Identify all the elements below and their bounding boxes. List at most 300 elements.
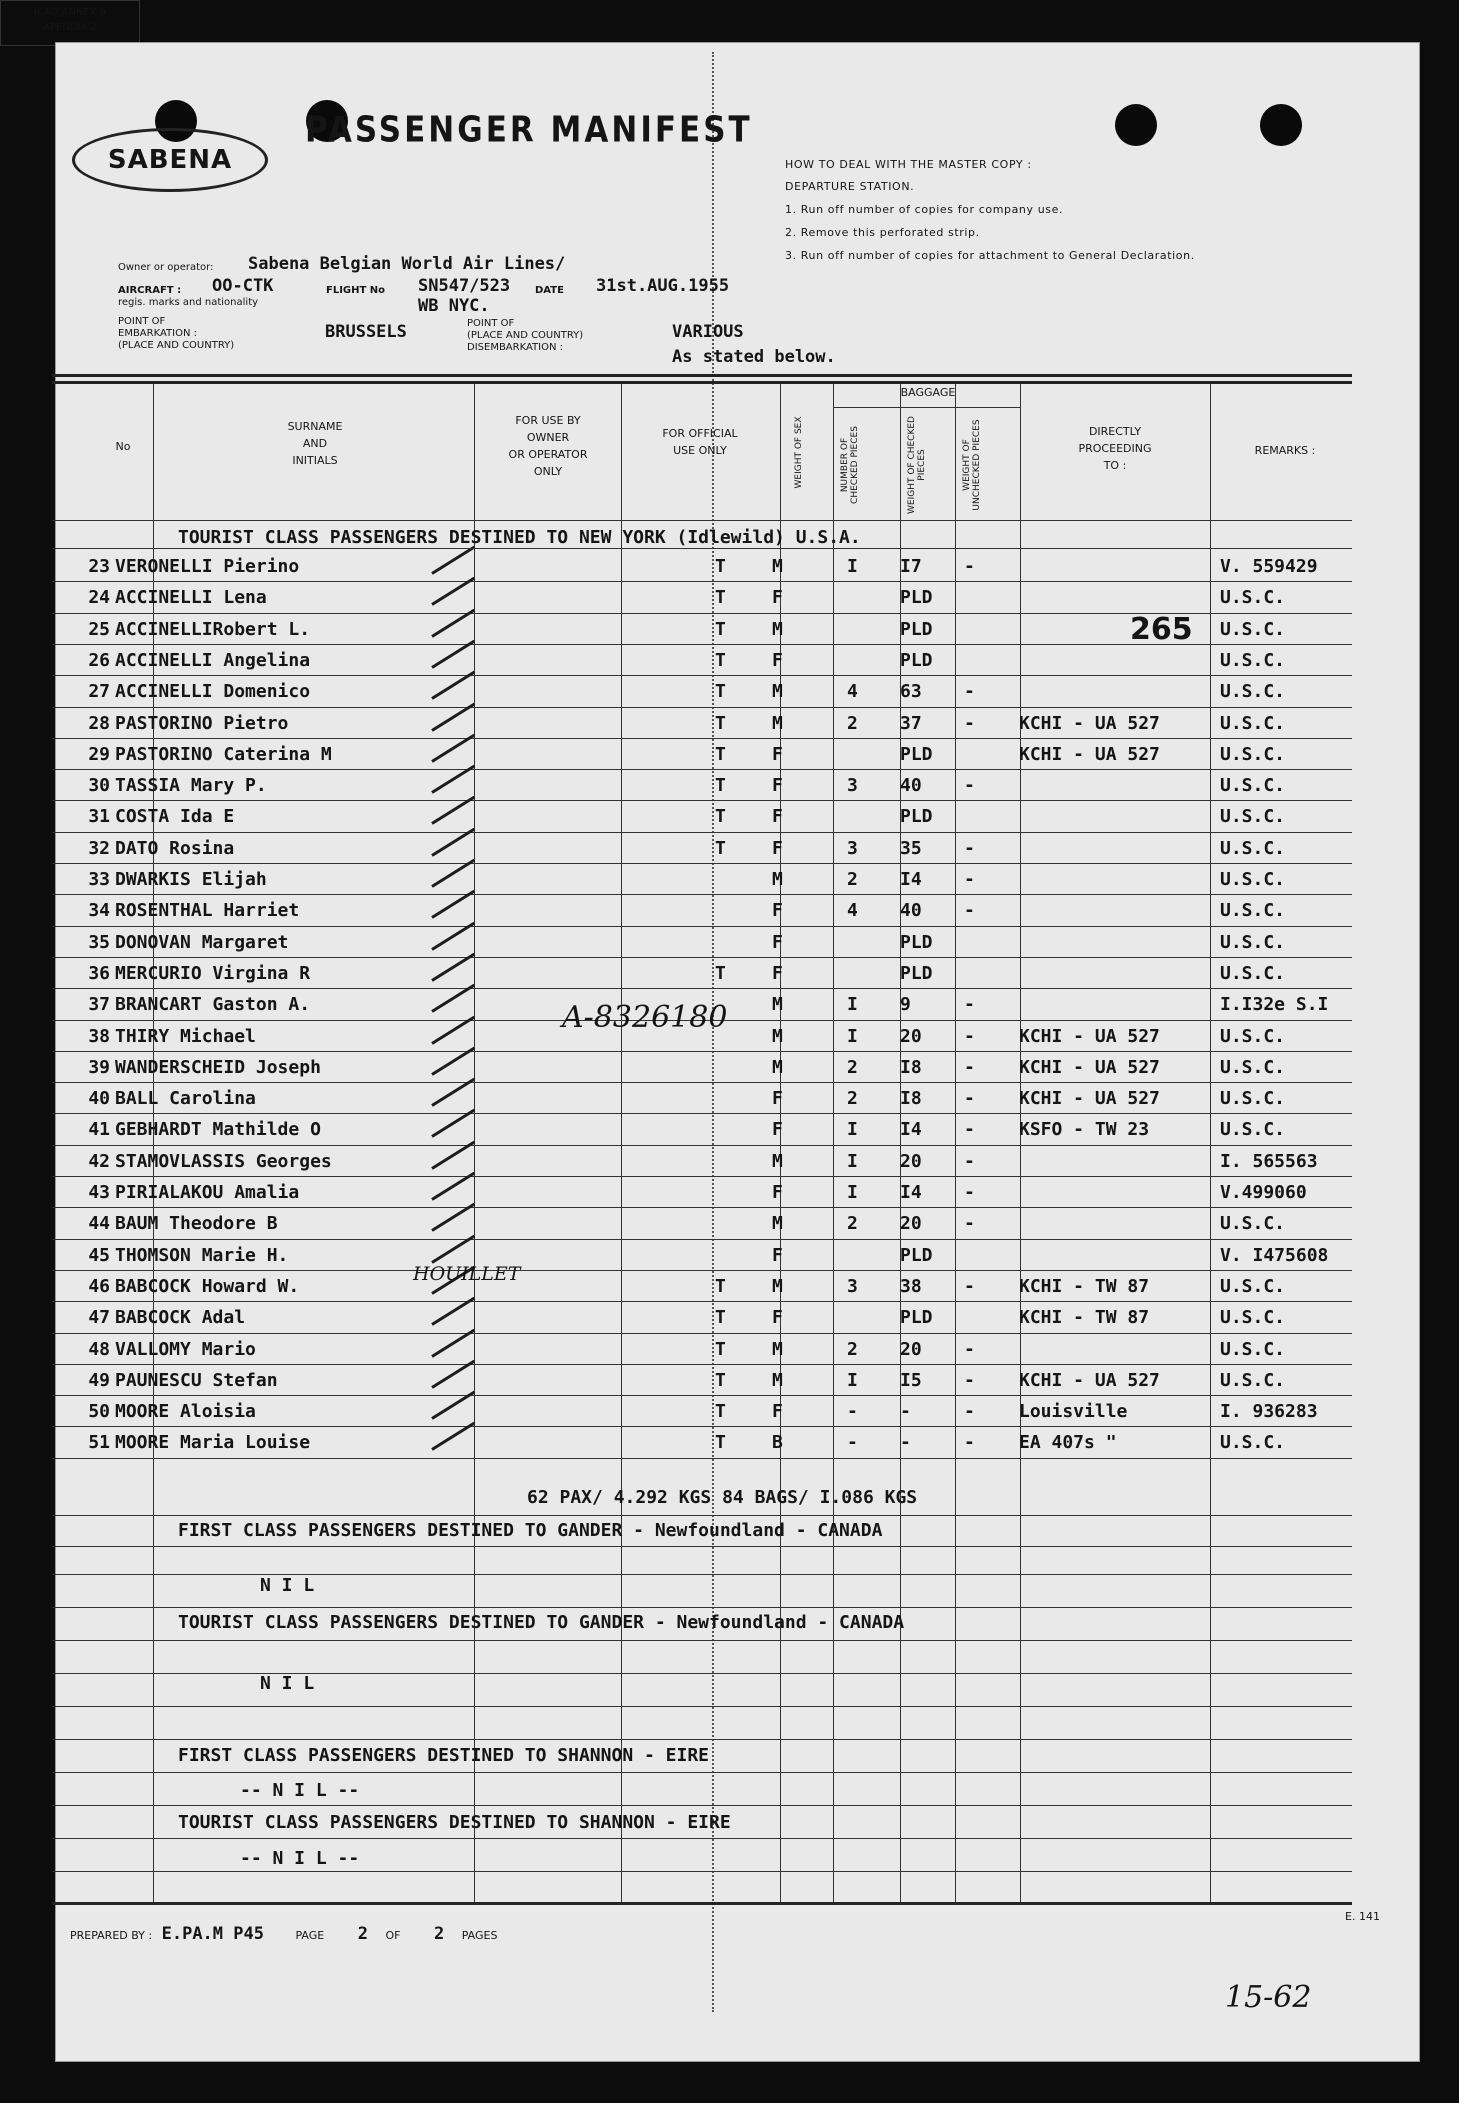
cell-sex: M xyxy=(772,618,783,640)
cell-name: DATO Rosina xyxy=(115,837,235,859)
cell-t: T xyxy=(715,1432,726,1454)
cell-rem: V.499060 xyxy=(1220,1182,1307,1203)
cell-dir: KCHI - TW 87 xyxy=(1019,1275,1150,1297)
cell-no: 25 xyxy=(88,618,110,640)
cell-wt: 37 xyxy=(900,712,922,734)
cell-wt: I7 xyxy=(900,556,922,577)
cell-sex: F xyxy=(772,1401,783,1423)
disembark-value-2: As stated below. xyxy=(672,347,836,367)
col-checked-pieces: NUMBER OF CHECKED PIECES xyxy=(840,426,860,504)
form-code: E. 141 xyxy=(1345,1910,1380,1923)
row-rule xyxy=(52,1805,1352,1806)
table-row xyxy=(52,957,1352,988)
cell-name: MOORE Maria Louise xyxy=(115,1432,311,1454)
cell-sex: F xyxy=(772,1088,783,1110)
embark-value: BRUSSELS xyxy=(325,322,407,342)
cell-unck: - xyxy=(964,556,975,577)
cell-pcs: I xyxy=(847,556,858,577)
disembark-label: (PLACE AND COUNTRY) xyxy=(467,330,584,341)
table-row xyxy=(52,863,1352,894)
instructions-title: HOW TO DEAL WITH THE MASTER COPY : xyxy=(785,158,1032,171)
col-unchecked-weight: WEIGHT OF UNCHECKED PIECES xyxy=(962,419,982,511)
cell-t: T xyxy=(715,618,726,640)
section-title: TOURIST CLASS PASSENGERS DESTINED TO NEW YORK (Idlewild) U.S.A. xyxy=(178,527,861,548)
cell-dir: Louisville xyxy=(1019,1401,1128,1423)
page-label: PAGE xyxy=(295,1929,325,1942)
row-rule xyxy=(52,1458,1352,1459)
col-weight-of-sex: WEIGHT OF SEX xyxy=(794,416,804,489)
aircraft-value: OO-CTK xyxy=(212,276,274,296)
cell-no: 31 xyxy=(88,806,110,828)
col-surname: SURNAME AND INITIALS xyxy=(287,420,343,467)
handwritten-page-ref: 15-62 xyxy=(1225,1980,1312,2015)
cell-no: 38 xyxy=(88,1025,110,1047)
cell-no: 33 xyxy=(88,869,110,890)
cell-wt: PLD xyxy=(900,587,933,609)
cell-name: THOMSON Marie H. xyxy=(115,1244,289,1266)
cell-rem: U.S.C. xyxy=(1220,1213,1286,1235)
cell-sex: F xyxy=(772,775,783,797)
cell-rem: U.S.C. xyxy=(1220,1056,1286,1078)
cell-dir: KCHI - UA 527 xyxy=(1019,1088,1160,1110)
embark-label: (PLACE AND COUNTRY) xyxy=(118,340,235,351)
cell-wt: 20 xyxy=(900,1213,922,1235)
table-row xyxy=(52,926,1352,957)
cell-t: T xyxy=(715,681,726,703)
cell-wt: PLD xyxy=(900,649,933,671)
cell-sex: M xyxy=(772,712,783,734)
cell-no: 49 xyxy=(88,1369,110,1391)
baggage-rule xyxy=(833,407,1020,408)
cell-rem: U.S.C. xyxy=(1220,869,1286,890)
cell-sex: F xyxy=(772,649,783,671)
of-label: OF xyxy=(385,1929,401,1942)
cell-dir: KCHI - UA 527 xyxy=(1019,1369,1160,1391)
cell-name: ACCINELLI Angelina xyxy=(115,649,311,671)
cell-sex: M xyxy=(772,1369,783,1391)
cell-rem: U.S.C. xyxy=(1220,806,1286,828)
cell-name: BAUM Theodore B xyxy=(115,1213,278,1235)
row-rule xyxy=(52,1607,1352,1608)
cell-name: BRANCART Gaston A. xyxy=(115,994,311,1016)
table-top-rule xyxy=(52,374,1352,377)
cell-no: 34 xyxy=(88,900,110,922)
cell-unck: - xyxy=(964,900,975,922)
table-row xyxy=(52,1301,1352,1332)
cell-t: T xyxy=(715,1338,726,1360)
cell-sex: F xyxy=(772,837,783,859)
cell-no: 26 xyxy=(88,649,110,671)
cell-name: MOORE Aloisia xyxy=(115,1401,256,1423)
embark-label: EMBARKATION : xyxy=(118,328,197,339)
cell-pcs: I xyxy=(847,1182,858,1203)
cell-rem: U.S.C. xyxy=(1220,1275,1286,1297)
cell-no: 27 xyxy=(88,681,110,703)
cell-rem: U.S.C. xyxy=(1220,712,1286,734)
cell-wt: 35 xyxy=(900,837,922,859)
col-remarks: REMARKS : xyxy=(1254,444,1316,457)
cell-t: T xyxy=(715,962,726,984)
cell-sex: F xyxy=(772,962,783,984)
cell-sex: F xyxy=(772,587,783,609)
punch-hole xyxy=(1115,104,1157,146)
table-row xyxy=(52,1364,1352,1395)
cell-rem: U.S.C. xyxy=(1220,587,1286,609)
cell-no: 23 xyxy=(88,556,110,577)
handwritten-note: HOUILLET xyxy=(413,1263,521,1285)
cell-rem: U.S.C. xyxy=(1220,681,1286,703)
cell-pcs: I xyxy=(847,1025,858,1047)
cell-name: PAUNESCU Stefan xyxy=(115,1369,278,1391)
cell-rem: U.S.C. xyxy=(1220,1369,1286,1391)
cell-t: T xyxy=(715,712,726,734)
cell-unck: - xyxy=(964,1150,975,1172)
cell-t: T xyxy=(715,743,726,765)
cell-pcs: 2 xyxy=(847,1338,858,1360)
cell-rem: U.S.C. xyxy=(1220,1432,1286,1454)
cell-sex: M xyxy=(772,1025,783,1047)
cell-wt: 9 xyxy=(900,994,911,1016)
row-rule xyxy=(52,1706,1352,1707)
section-title: FIRST CLASS PASSENGERS DESTINED TO GANDER - Newfoundland - CANADA xyxy=(178,1520,883,1541)
cell-dir: KCHI - UA 527 xyxy=(1019,1025,1160,1047)
cell-name: ACCINELLI Domenico xyxy=(115,681,311,703)
cell-unck: - xyxy=(964,1182,975,1203)
cell-rem: U.S.C. xyxy=(1220,931,1286,953)
cell-no: 47 xyxy=(88,1307,110,1329)
of-value: 2 xyxy=(433,1924,445,1944)
cell-unck: - xyxy=(964,1401,975,1423)
cell-wt: 20 xyxy=(900,1338,922,1360)
cell-wt: 38 xyxy=(900,1275,922,1297)
cell-name: BALL Carolina xyxy=(115,1088,256,1110)
row-rule xyxy=(52,1515,1352,1516)
page-title: PASSENGER MANIFEST xyxy=(305,109,753,151)
cell-sex: B xyxy=(772,1432,783,1454)
cell-t: T xyxy=(715,1369,726,1391)
cell-sex: F xyxy=(772,1182,783,1203)
cell-unck: - xyxy=(964,1213,975,1235)
cell-unck: - xyxy=(964,837,975,859)
owner-label: Owner or operator: xyxy=(118,262,214,273)
cell-no: 44 xyxy=(88,1213,110,1235)
cell-pcs: 3 xyxy=(847,775,858,797)
cell-no: 51 xyxy=(88,1432,110,1454)
cell-t: T xyxy=(715,649,726,671)
cell-sex: M xyxy=(772,994,783,1016)
row-rule xyxy=(52,1546,1352,1547)
icao-box xyxy=(0,0,140,46)
cell-wt: I8 xyxy=(900,1056,922,1078)
punch-hole xyxy=(1260,104,1302,146)
row-rule xyxy=(52,1640,1352,1641)
cell-no: 28 xyxy=(88,712,110,734)
cell-no: 43 xyxy=(88,1182,110,1203)
icao-line: APENDIX 2 xyxy=(43,22,97,33)
table-row xyxy=(52,550,1352,581)
cell-name: TASSIA Mary P. xyxy=(115,775,267,797)
table-row xyxy=(52,1176,1352,1207)
cell-rem: V. 559429 xyxy=(1220,556,1318,577)
nil-marker: N I L xyxy=(260,1673,315,1694)
cell-wt: - xyxy=(900,1401,911,1423)
flight-label: FLIGHT No xyxy=(326,285,386,296)
disembark-label: POINT OF xyxy=(467,318,515,329)
cell-rem: U.S.C. xyxy=(1220,962,1286,984)
table-row xyxy=(52,1082,1352,1113)
table-row xyxy=(52,769,1352,800)
date-value: 31st.AUG.1955 xyxy=(596,276,730,296)
table-bottom-rule xyxy=(52,1902,1352,1905)
table-row xyxy=(52,1113,1352,1144)
date-label: DATE xyxy=(535,285,564,296)
cell-no: 50 xyxy=(88,1401,110,1423)
cell-pcs: 2 xyxy=(847,1213,858,1235)
cell-sex: M xyxy=(772,869,783,890)
instruction-2: 2. Remove this perforated strip. xyxy=(785,226,980,239)
instruction-3: 3. Run off number of copies for attachment to General Declaration. xyxy=(785,249,1195,262)
cell-name: WANDERSCHEID Joseph xyxy=(115,1056,321,1078)
cell-t: T xyxy=(715,806,726,828)
col-owner-use: FOR USE BY OWNER OR OPERATOR ONLY xyxy=(508,414,588,478)
cell-t: T xyxy=(715,1307,726,1329)
cell-unck: - xyxy=(964,1088,975,1110)
cell-no: 32 xyxy=(88,837,110,859)
table-row xyxy=(52,800,1352,831)
cell-dir: KCHI - UA 527 xyxy=(1019,712,1160,734)
nil-marker: -- N I L -- xyxy=(240,1780,360,1801)
cell-name: GEBHARDT Mathilde O xyxy=(115,1119,321,1141)
prepared-by xyxy=(70,1924,497,1944)
cell-wt: I5 xyxy=(900,1369,922,1391)
prepared-value: E.PA.M P45 xyxy=(161,1924,264,1944)
cell-wt: I4 xyxy=(900,1182,922,1203)
instruction-1: 1. Run off number of copies for company use. xyxy=(785,203,1064,216)
col-checked-weight: WEIGHT OF CHECKED PIECES xyxy=(907,416,927,515)
cell-wt: - xyxy=(900,1432,911,1454)
row-rule xyxy=(52,1871,1352,1872)
cell-dir: EA 407s " xyxy=(1019,1432,1117,1454)
cell-no: 37 xyxy=(88,994,110,1016)
cell-unck: - xyxy=(964,712,975,734)
cell-pcs: 4 xyxy=(847,681,858,703)
cell-pcs: I xyxy=(847,994,858,1016)
totals-line: 62 PAX/ 4.292 KGS 84 BAGS/ I.086 KGS xyxy=(527,1487,918,1508)
cell-rem: I.I32e S.I xyxy=(1220,994,1329,1016)
cell-wt: PLD xyxy=(900,1307,933,1329)
cell-name: PIRIALAKOU Amalia xyxy=(115,1182,300,1203)
cell-unck: - xyxy=(964,1056,975,1078)
cell-rem: U.S.C. xyxy=(1220,649,1286,671)
cell-rem: U.S.C. xyxy=(1220,1307,1286,1329)
cell-no: 46 xyxy=(88,1275,110,1297)
table-row xyxy=(52,1426,1352,1457)
nil-marker: N I L xyxy=(260,1575,315,1596)
cell-sex: M xyxy=(772,1275,783,1297)
cell-name: COSTA Ida E xyxy=(115,806,235,828)
col-no: No xyxy=(115,440,131,453)
table-top-rule xyxy=(52,381,1352,384)
sabena-logo xyxy=(72,128,268,192)
cell-name: MERCURIO Virgina R xyxy=(115,962,311,984)
cell-rem: U.S.C. xyxy=(1220,900,1286,922)
cell-sex: M xyxy=(772,556,783,577)
cell-sex: M xyxy=(772,1150,783,1172)
cell-t: T xyxy=(715,587,726,609)
cell-rem: U.S.C. xyxy=(1220,1338,1286,1360)
section-title: FIRST CLASS PASSENGERS DESTINED TO SHANNON - EIRE xyxy=(178,1745,710,1766)
cell-t: T xyxy=(715,1401,726,1423)
cell-unck: - xyxy=(964,1025,975,1047)
prepared-label: PREPARED BY : xyxy=(70,1929,153,1942)
cell-name: VERONELLI Pierino xyxy=(115,556,300,577)
handwritten-note: A-8326180 xyxy=(562,1000,728,1035)
cell-sex: F xyxy=(772,931,783,953)
cell-sex: F xyxy=(772,1119,783,1141)
table-row xyxy=(52,1333,1352,1364)
cell-t: T xyxy=(715,556,726,577)
cell-pcs: - xyxy=(847,1401,858,1423)
row-rule xyxy=(52,1673,1352,1674)
table-row xyxy=(52,738,1352,769)
disembark-value: VARIOUS xyxy=(672,322,744,342)
cell-no: 24 xyxy=(88,587,110,609)
cell-rem: U.S.C. xyxy=(1220,837,1286,859)
table-row xyxy=(52,644,1352,675)
cell-rem: I. 936283 xyxy=(1220,1401,1318,1423)
cell-no: 40 xyxy=(88,1088,110,1110)
instructions-sub: DEPARTURE STATION. xyxy=(785,180,915,193)
cell-no: 36 xyxy=(88,962,110,984)
table-row xyxy=(52,1145,1352,1176)
row-rule xyxy=(52,1838,1352,1839)
cell-pcs: 2 xyxy=(847,869,858,890)
cell-pcs: 3 xyxy=(847,837,858,859)
table-row xyxy=(52,581,1352,612)
disembark-label: DISEMBARKATION : xyxy=(467,342,563,353)
cell-sex: F xyxy=(772,1307,783,1329)
row-rule xyxy=(52,1739,1352,1740)
cell-pcs: 4 xyxy=(847,900,858,922)
cell-rem: V. I475608 xyxy=(1220,1244,1329,1266)
cell-pcs: 2 xyxy=(847,1056,858,1078)
cell-unck: - xyxy=(964,994,975,1016)
cell-pcs: 2 xyxy=(847,1088,858,1110)
cell-name: BABCOCK Howard W. xyxy=(115,1275,300,1297)
cell-wt: I8 xyxy=(900,1088,922,1110)
cell-unck: - xyxy=(964,1369,975,1391)
cell-unck: - xyxy=(964,1119,975,1141)
owner-value: Sabena Belgian World Air Lines/ xyxy=(248,254,566,274)
cell-pcs: I xyxy=(847,1369,858,1391)
col-baggage: BAGGAGE xyxy=(900,386,956,399)
cell-sex: M xyxy=(772,1213,783,1235)
embark-label: POINT OF xyxy=(118,316,166,327)
cell-wt: PLD xyxy=(900,743,933,765)
cell-pcs: I xyxy=(847,1150,858,1172)
table-row xyxy=(52,675,1352,706)
cell-dir: KCHI - UA 527 xyxy=(1019,743,1160,765)
cell-name: ROSENTHAL Harriet xyxy=(115,900,300,922)
cell-no: 39 xyxy=(88,1056,110,1078)
cell-name: BABCOCK Adal xyxy=(115,1307,246,1329)
cell-unck: - xyxy=(964,681,975,703)
cell-unck: - xyxy=(964,869,975,890)
row-rule xyxy=(52,1574,1352,1575)
cell-unck: - xyxy=(964,775,975,797)
cell-wt: I4 xyxy=(900,869,922,890)
cell-sex: M xyxy=(772,1056,783,1078)
table-row xyxy=(52,707,1352,738)
table-row xyxy=(52,1395,1352,1426)
cell-no: 45 xyxy=(88,1244,110,1266)
table-row xyxy=(52,894,1352,925)
cell-no: 48 xyxy=(88,1338,110,1360)
cell-t: T xyxy=(715,775,726,797)
cell-wt: 20 xyxy=(900,1150,922,1172)
cell-name: DONOVAN Margaret xyxy=(115,931,289,953)
row-rule xyxy=(52,1772,1352,1773)
cell-name: DWARKIS Elijah xyxy=(115,869,267,890)
nil-marker: -- N I L -- xyxy=(240,1848,360,1869)
cell-wt: PLD xyxy=(900,1244,933,1266)
cell-sex: M xyxy=(772,1338,783,1360)
cell-sex: F xyxy=(772,900,783,922)
cell-rem: U.S.C. xyxy=(1220,743,1286,765)
row-rule xyxy=(52,548,1352,549)
table-row xyxy=(52,1239,1352,1270)
cell-pcs: 2 xyxy=(847,712,858,734)
aircraft-label: AIRCRAFT : xyxy=(118,285,182,296)
cell-t: T xyxy=(715,1275,726,1297)
logo-text: SABENA xyxy=(107,145,233,175)
cell-rem: U.S.C. xyxy=(1220,618,1286,640)
cell-rem: U.S.C. xyxy=(1220,775,1286,797)
regis-label: regis. marks and nationality xyxy=(118,297,259,308)
col-directly: DIRECTLY PROCEEDING TO : xyxy=(1078,425,1152,472)
cell-rem: U.S.C. xyxy=(1220,1119,1286,1141)
table-row xyxy=(52,1270,1352,1301)
table-row xyxy=(52,1207,1352,1238)
cell-unck: - xyxy=(964,1275,975,1297)
page-value: 2 xyxy=(357,1924,368,1944)
cell-dir: KCHI - UA 527 xyxy=(1019,1056,1160,1078)
cell-wt: PLD xyxy=(900,618,933,640)
cell-unck: - xyxy=(964,1338,975,1360)
col-official-use: FOR OFFICIAL USE ONLY xyxy=(662,427,738,457)
cell-rem: U.S.C. xyxy=(1220,1025,1286,1047)
cell-no: 30 xyxy=(88,775,110,797)
cell-name: ACCINELLI Lena xyxy=(115,587,267,609)
cell-name: ACCINELLIRobert L. xyxy=(115,618,311,640)
cell-sex: F xyxy=(772,806,783,828)
cell-no: 35 xyxy=(88,931,110,953)
section-title: TOURIST CLASS PASSENGERS DESTINED TO SHANNON - EIRE xyxy=(178,1812,731,1833)
cell-rem: U.S.C. xyxy=(1220,1088,1286,1110)
cell-name: PASTORINO Caterina M xyxy=(115,743,332,765)
cell-wt: 40 xyxy=(900,775,922,797)
cell-wt: PLD xyxy=(900,806,933,828)
cell-wt: PLD xyxy=(900,931,933,953)
icao-line: ICAO ANNEX 9 xyxy=(33,7,107,18)
cell-name: VALLOMY Mario xyxy=(115,1338,256,1360)
page-number-stamp: 265 xyxy=(1130,612,1193,647)
cell-dir: KSFO - TW 23 xyxy=(1019,1119,1150,1141)
table-row xyxy=(52,832,1352,863)
cell-dir: KCHI - TW 87 xyxy=(1019,1307,1150,1329)
cell-rem: I. 565563 xyxy=(1220,1150,1318,1172)
cell-sex: F xyxy=(772,1244,783,1266)
